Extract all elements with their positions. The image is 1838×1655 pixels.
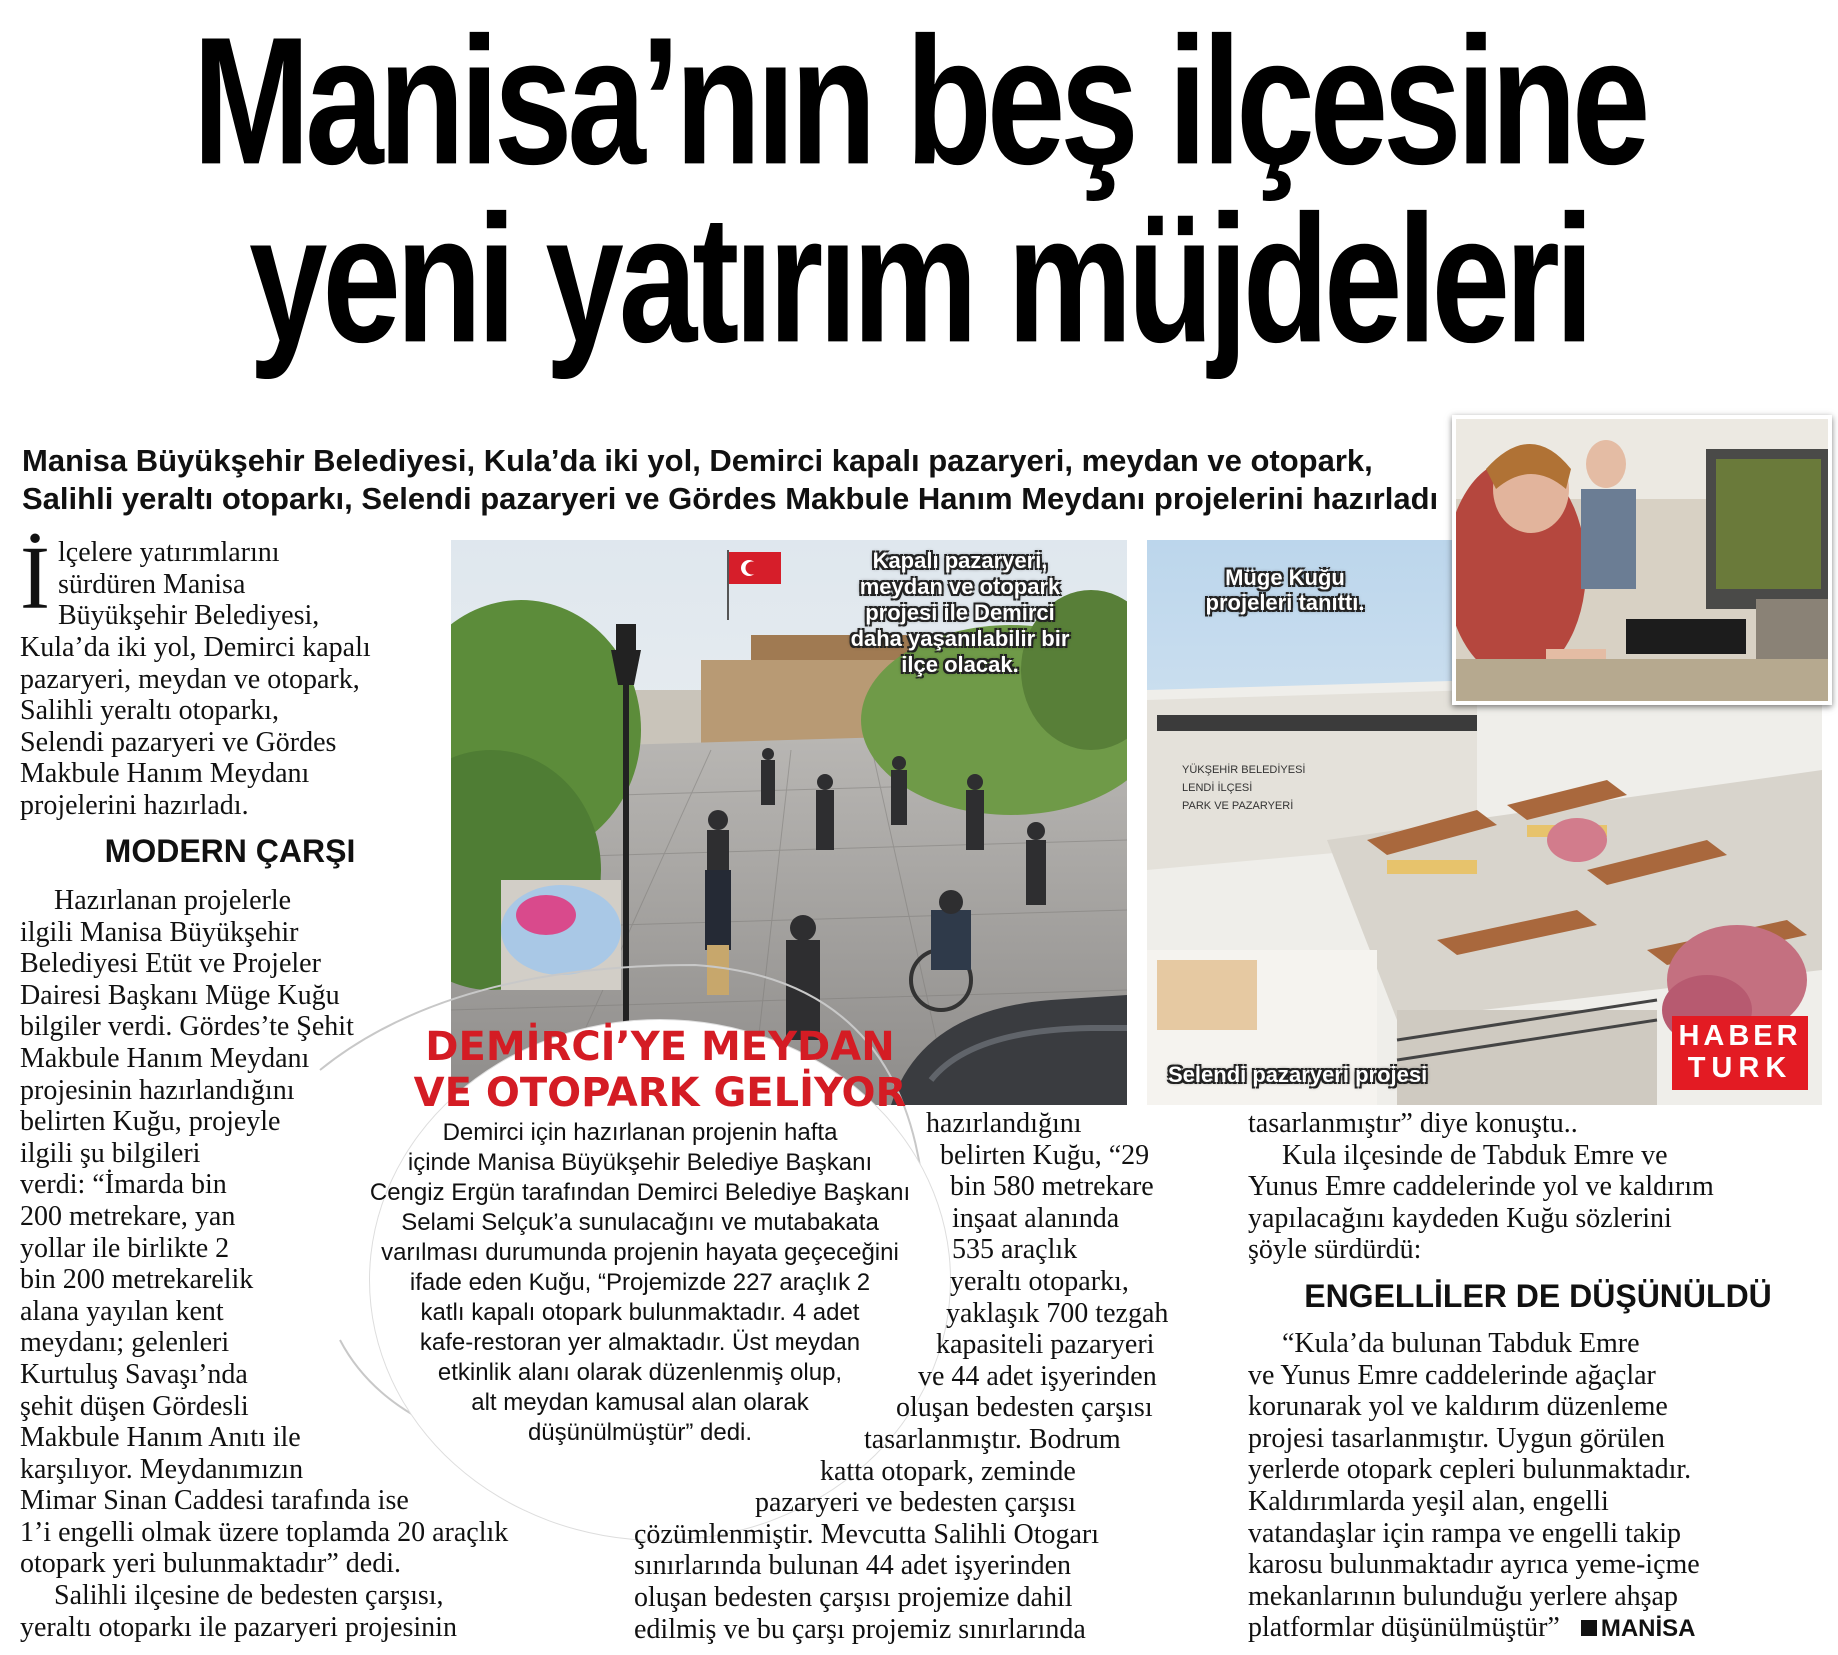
drop-cap: İ (20, 529, 50, 628)
sidebar-title-line-2: VE OTOPARK GELİYOR (413, 1070, 907, 1116)
column-2-text (0, 1108, 1238, 1645)
sidebar-title (405, 1024, 915, 1116)
text-line: lçelere yatırımlarını (57, 537, 280, 568)
column-1-intro (20, 529, 440, 632)
photo-1-caption (810, 548, 1110, 678)
text-line: karosu bulunmaktadır ayrıca yeme-içme (1248, 1549, 1700, 1581)
text-line: Büyükşehir Belediyesi, (57, 600, 320, 632)
text-line: projesinin hazırlandığını (20, 1074, 295, 1106)
text-line: Hazırlanan projelerle (54, 885, 292, 916)
photo-muge-kugu-inset (1452, 415, 1832, 705)
deck-line-1: Manisa Büyükşehir Belediyesi, Kula’da iki yol, Demirci kapalı pazaryeri, meydan ve otopark, (22, 443, 1373, 478)
sidebar-line: ifade eden Kuğu, “Projemizde 227 araçlık 2 (409, 1269, 871, 1296)
text-line: şöyle sürdürdü: (1248, 1234, 1422, 1266)
sidebar-line: varılması durumunda projenin hayata geçeceğini (381, 1239, 899, 1266)
sidebar-line: etkinlik alanı olarak düzenlenmiş olup, (437, 1359, 843, 1386)
text-line: yeraltı otoparkı, (950, 1265, 1129, 1297)
text-line: pazaryeri, meydan ve otopark, (20, 663, 360, 695)
photo-2-caption-bottom: Selendi pazaryeri projesi (1168, 1062, 1428, 1087)
sidebar-line: Cengiz Ergün tarafından Demirci Belediye Başkanı (369, 1179, 911, 1206)
text-line: yapılacağını kaydeden Kuğu sözlerini (1248, 1202, 1672, 1234)
text-line: Makbule Hanım Meydanı (20, 758, 310, 790)
building-sign-line: YÜKŞEHİR BELEDİYESİ (1182, 764, 1306, 776)
text-line: otopark yeri bulunmaktadır” dedi. (20, 1548, 401, 1580)
building-sign-line: PARK VE PAZARYERİ (1182, 800, 1294, 812)
text-line: katta otopark, zeminde (820, 1455, 1076, 1487)
text-line: pazaryeri ve bedesten çarşısı (755, 1487, 1077, 1519)
text-line: yeraltı otoparkı ile pazaryeri projesinin (20, 1611, 457, 1643)
caption-line: daha yaşanılabilir bir (850, 626, 1070, 651)
caption-line: projesi ile Demirci (865, 600, 1055, 625)
text-line: meydanı; gelenleri (20, 1327, 230, 1359)
text-line: yaklaşık 700 tezgah (946, 1297, 1169, 1329)
text-line: bin 580 metrekare (950, 1171, 1154, 1203)
text-line: mekanlarının bulunduğu yerlere ahşap (1248, 1580, 1678, 1612)
text-line: belirten Kuğu, “29 (940, 1139, 1150, 1171)
text-line: sınırlarında bulunan 44 adet işyerinden (634, 1550, 1071, 1582)
text-line: korunarak yol ve kaldırım düzenleme (1248, 1391, 1668, 1423)
caption-line: Müge Kuğu (1225, 565, 1345, 590)
text-line: edilmiş ve bu çarşı projemiz sınırlarında (634, 1613, 1086, 1645)
logo-line-1: HABER (1678, 1020, 1802, 1052)
text-line: 200 metrekare, yan (20, 1200, 236, 1232)
sidebar-line: kafe-restoran yer almaktadır. Üst meydan (419, 1329, 861, 1356)
text-line: belirten Kuğu, projeyle (20, 1106, 281, 1138)
text-line: inşaat alanında (952, 1202, 1120, 1234)
end-square-icon (1581, 1620, 1597, 1636)
caption-line: projeleri tanıttı. (1205, 590, 1365, 615)
logo-line-2: TURK (1687, 1052, 1793, 1084)
caption-line: Kapalı pazaryeri, (872, 548, 1048, 573)
text-line: bin 200 metrekarelik (20, 1264, 254, 1296)
sidebar-line: katlı kapalı otopark bulunmaktadır. 4 adet (420, 1299, 860, 1326)
text-line: platformlar düşünülmüştür” (1248, 1612, 1560, 1644)
muge-kugu-photo (1456, 419, 1828, 701)
headline-line-2: yeni yatırım müjdeleri (248, 177, 1590, 381)
deck-line-2: Salihli yeraltı otoparkı, Selendi pazaryeri ve Gördes Makbule Hanım Meydanı projelerini hazırladı (22, 481, 1439, 516)
text-line: hazırlandığını (926, 1108, 1082, 1139)
text-line: sürdüren Manisa (57, 568, 246, 600)
text-line: Mimar Sinan Caddesi tarafında ise (20, 1485, 409, 1517)
column-3-paragraph-1 (1248, 1108, 1828, 1266)
haberturk-logo (1672, 1016, 1808, 1090)
subhead-engelliler: ENGELLİLER DE DÜŞÜNÜLDÜ (1304, 1278, 1772, 1314)
text-line: Selendi pazaryeri ve Gördes (20, 726, 337, 758)
text-line: ilgili Manisa Büyükşehir (20, 916, 299, 948)
text-line: Kula’da iki yol, Demirci kapalı (20, 632, 371, 663)
text-line: alana yayılan kent (20, 1295, 224, 1327)
text-line: karşılıyor. Meydanımızın (20, 1453, 304, 1485)
sidebar-line: içinde Manisa Büyükşehir Belediye Başkanı (407, 1149, 873, 1176)
text-line: projesi tasarlanmıştır. Uygun görülen (1248, 1422, 1665, 1454)
column-1-paragraph-1 (20, 632, 460, 822)
text-line: ilgili şu bilgileri (20, 1137, 201, 1169)
building-sign-line: LENDİ İLÇESİ (1182, 782, 1253, 794)
text-line: yerlerde otopark cepleri bulunmaktadır. (1248, 1454, 1692, 1486)
text-line: Kula ilçesinde de Tabduk Emre ve (1282, 1139, 1668, 1171)
text-line: Kaldırımlarda yeşil alan, engelli (1248, 1485, 1609, 1517)
text-line: tasarlanmıştır” diye konuştu.. (1248, 1108, 1578, 1139)
photo-2-caption-top (1185, 565, 1385, 615)
text-line: oluşan bedesten çarşısı projemize dahil (634, 1581, 1073, 1613)
column-3-paragraph-2 (1248, 1328, 1833, 1645)
sidebar-title-line-1: DEMİRCİ’YE MEYDAN (425, 1024, 895, 1070)
text-line: “Kula’da bulunan Tabduk Emre (1282, 1328, 1640, 1359)
text-line: Belediyesi Etüt ve Projeler (20, 948, 321, 980)
text-line: Makbule Hanım Meydanı (20, 1042, 310, 1074)
text-line: çözümlenmiştir. Mevcutta Salihli Otogarı (634, 1518, 1100, 1550)
caption-line: meydan ve otopark (859, 574, 1061, 599)
text-line: Makbule Hanım Anıtı ile (20, 1422, 301, 1454)
text-line: Kurtuluş Savaşı’nda (20, 1358, 248, 1390)
text-line: kapasiteli pazaryeri (936, 1329, 1155, 1361)
text-line: yollar ile birlikte 2 (20, 1232, 230, 1264)
text-line: projelerini hazırladı. (20, 789, 249, 821)
text-line: 1’i engelli olmak üzere toplamda 20 araçlık (20, 1516, 509, 1548)
text-line: Dairesi Başkanı Müge Kuğu (20, 979, 340, 1011)
text-line: şehit düşen Gördesli (20, 1390, 249, 1422)
text-line: vatandaşlar için rampa ve engelli takip (1248, 1517, 1682, 1549)
text-line: Salihli yeraltı otoparkı, (20, 695, 279, 727)
subhead-modern-carsi: MODERN ÇARŞI (104, 833, 356, 869)
sidebar-line: Demirci için hazırlanan projenin hafta (442, 1119, 838, 1146)
sidebar-line: düşünülmüştür” dedi. (527, 1419, 753, 1446)
sidebar-line: alt meydan kamusal alan olarak (471, 1389, 809, 1416)
text-line: verdi: “İmarda bin (20, 1169, 227, 1201)
headline-line-1: Manisa’nın beş ilçesine (192, 0, 1646, 203)
text-line: bilgiler verdi. Gördes’te Şehit (20, 1011, 354, 1043)
sidebar-line: Selami Selçuk’a sunulacağını ve mutabakata (401, 1209, 879, 1236)
text-line: 535 araçlık (952, 1234, 1078, 1266)
text-line: Yunus Emre caddelerinde yol ve kaldırım (1248, 1171, 1714, 1203)
text-line: Salihli ilçesine de bedesten çarşısı, (54, 1580, 444, 1612)
text-line: ve 44 adet işyerinden (918, 1360, 1157, 1392)
text-line-last (1248, 1612, 1833, 1645)
text-line: oluşan bedesten çarşısı (896, 1392, 1153, 1424)
text-line: tasarlanmıştır. Bodrum (864, 1423, 1121, 1455)
text-line: ve Yunus Emre caddelerinde ağaçlar (1248, 1359, 1656, 1391)
location-sign: MANİSA (1600, 1615, 1696, 1643)
caption-line: ilçe olacak. (901, 652, 1019, 677)
